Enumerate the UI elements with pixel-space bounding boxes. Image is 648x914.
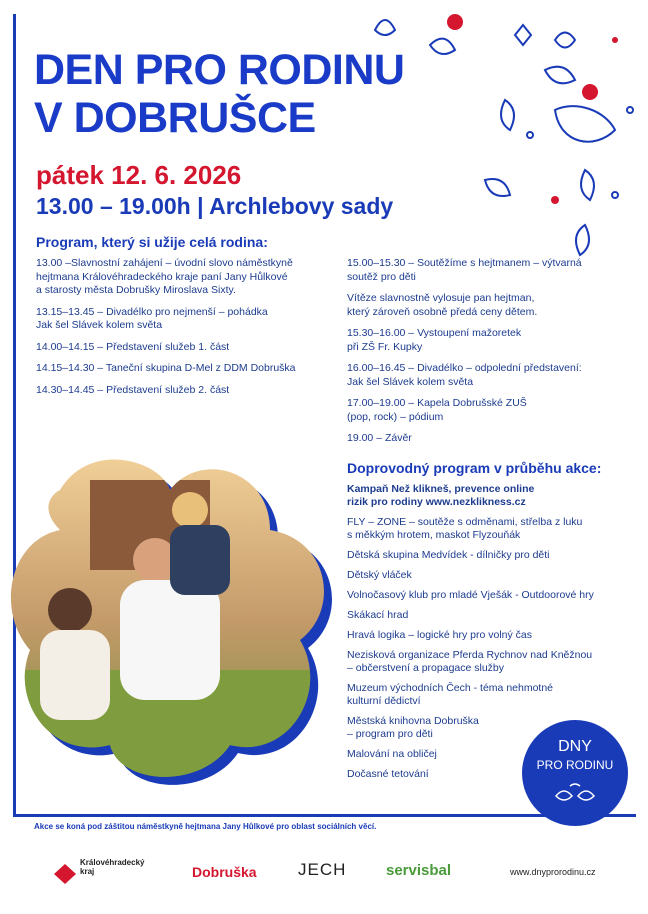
extras-item: Muzeum východních Čech - téma nehmotné kulturní dědictví [347,682,554,707]
logo-servisbal: servisbal [386,862,452,879]
program-item: 14.15–14.30 – Taneční skupina D-Mel z DDM Dobruška [36,362,296,374]
patronage-note: Akce se koná pod záštitou náměstkyně hejtmana Jany Hůlkové pro oblast sociálních věcí. [34,822,377,831]
logo-dobruska: Dobruška [192,864,257,880]
program-item: Vítěze slavnostně vylosuje pan hejtman, který zároveň osobně předá ceny dětem. [347,292,538,318]
program-item: 14.30–14.45 – Představení služeb 2. část [36,383,230,396]
badge-line2: PRO RODINU [536,758,614,772]
logo-web: www.dnyprorodinu.cz [510,867,596,877]
program-item: 16.00–16.45 – Divadélko – odpolední představení: Jak šel Slávek kolem světa [347,362,582,388]
dny-pro-rodinu-badge [522,720,628,826]
program-item: 17.00–19.00 – Kapela Dobrušské ZUŠ (pop, rock) – pódium [347,397,527,423]
event-title: DEN PRO RODINU V DOBRUŠCE [34,46,405,142]
extras-item: Volnočasový klub pro mladé Vješák - Outdoorové hry [347,589,594,601]
birds-icon [552,782,598,806]
logo-kraj: Královéhradecký kraj [80,858,145,876]
badge-line1: DNY [558,738,592,755]
program-heading: Program, který si užije celá rodina: [36,234,268,250]
family-photo [0,450,345,790]
extras-item: Kampaň Než klikneš, prevence online rizik pro rodiny www.nezklikness.cz [347,483,535,508]
program-right-column [347,257,637,454]
kraj-logo-icon [52,862,78,886]
program-item: 15.30–16.00 – Vystoupení mažoretek při ZŠ Fr. Kupky [347,327,522,353]
extras-heading: Doprovodný program v průběhu akce: [347,460,602,476]
program-item: 15.00–15.30 – Soutěžíme s hejtmanem – výtvarná soutěž pro děti [347,257,582,283]
extras-item: Dětský vláček [347,569,412,581]
extras-item: Malování na obličej [347,748,437,760]
extras-item: Skákací hrad [347,609,409,621]
extras-item: FLY – ZONE – soutěže s odměnami, střelba z luku s měkkým hrotem, maskot Flyzouňák [347,516,583,541]
extras-item: Nezisková organizace Pferda Rychnov nad Kněžnou – občerstvení a propagace služby [347,649,593,674]
extras-item: Hravá logika – logické hry pro volný čas [347,629,533,641]
program-item: 14.00–14.15 – Představení služeb 1. část [36,340,230,353]
event-time-place: 13.00 – 19.00h | Archlebovy sady [36,193,394,219]
program-left-column [36,257,336,405]
extras-item: Dětská skupina Medvídek - dílničky pro děti [347,549,550,561]
extras-item: Dočasné tetování [347,768,429,780]
logo-jech: JECH [298,860,347,879]
event-date: pátek 12. 6. 2026 [36,160,242,190]
program-item: 13.00 –Slavnostní zahájení – úvodní slovo náměstkyně hejtmana Královéhradeckého kraje paní Jany Hůlkové a starosty města Dobrušky Miroslava Sixty. [36,257,293,296]
program-item: 13.15–13.45 – Divadélko pro nejmenší – pohádka Jak šel Slávek kolem světa [36,305,268,331]
extras-item: Městská knihovna Dobruška – program pro děti [347,715,479,740]
program-item: 19.00 – Závěr [347,432,412,444]
